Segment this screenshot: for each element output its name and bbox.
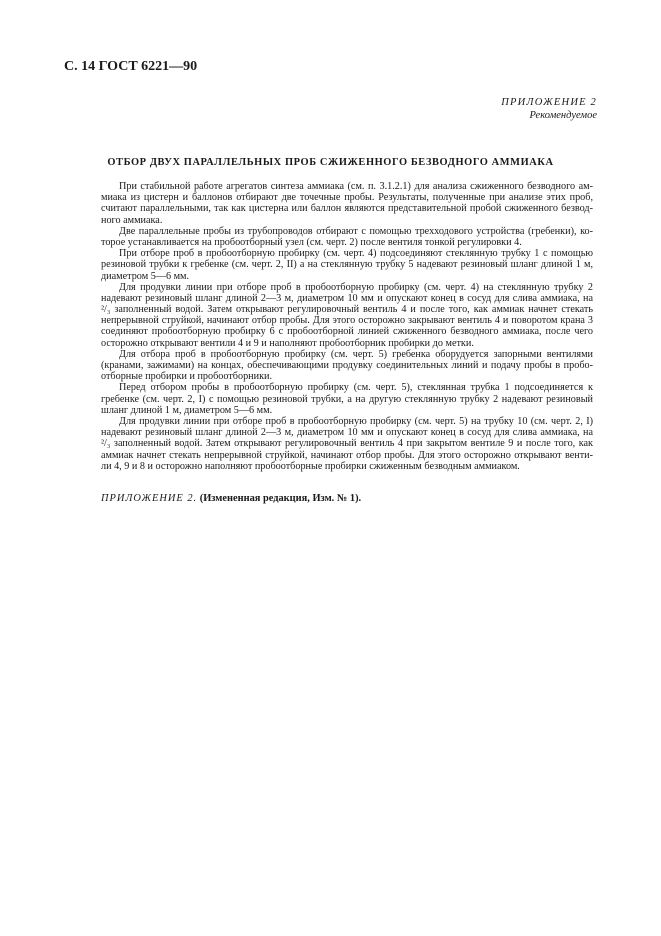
text-line: Для отбора проб в пробоотборную пробирку (см. черт. 5) гребенка оборудуется запорными вентилями [119,348,593,360]
appendix-label-block [501,96,597,122]
text-line: Для продувки линии при отборе проб в пробоотборную пробирку (см. черт. 5) на трубку 10 (см. черт. 2, I) [119,415,593,427]
text-line: соединяют пробоотборную пробирку 6 с пробоотборной линией сжиженного безводного аммиака, после чего [101,326,593,338]
text-line: ли 4, 9 и 8 и осторожно наполняют пробоотборные пробирки сжиженным безводным аммиаком. [101,460,520,472]
text-line: аммиак начнет стекать непрерывной струйкой, начинают отбор пробы. Для этого осторожно открывают венти- [101,449,593,461]
text-line: диаметром 5—6 мм. [101,270,190,282]
text-line: торое устанавливается на пробоотборный узел (см. черт. 2) после вентиля тонкой регулировки 4. [101,236,522,248]
text-line: надевают резиновый шланг длиной 2—3 м, диаметром 10 мм и опускают конец в сосуд для слива аммиака, на [101,292,593,304]
text-line: При отборе проб в пробоотборную пробирку (см. черт. 4) подсоединяют стеклянную трубку 1 с помощью [119,248,593,260]
section-title: ОТБОР ДВУХ ПАРАЛЛЕЛЬНЫХ ПРОБ СЖИЖЕННОГО БЕЗВОДНОГО АММИАКА [107,157,554,168]
text-line: ного аммиака. [101,214,163,226]
text-line: миака из цистерн и баллонов отбирают две точечные пробы. Результаты, полученные при анализе этих проб, [101,192,593,204]
text-line: гребенке (см. черт. 2, I) с помощью резиновой трубки, а на другую стеклянную трубку 2 надевают резиновый [101,393,593,405]
text-line: ²/₃ заполненный водой. Затем открывают регулировочный вентиль 4 и после того, как аммиак начнет стекать [101,304,593,316]
appendix-status: Рекомендуемое [529,110,597,121]
body-text [101,181,593,472]
text-line: Две параллельные пробы из трубопроводов отбирают с помощью трехходового устройства (гребенки), ко- [119,225,593,237]
text-line: отборные пробирки и пробоотборники. [101,371,273,383]
text-line: Перед отбором пробы в пробоотборную пробирку (см. черт. 5), стеклянная трубка 1 подсоединяется к [119,382,593,394]
text-line: шланг длиной 1 м, диаметром 5—6 мм. [101,404,273,416]
text-line: Для продувки линии при отборе проб в пробоотборную пробирку (см. черт. 4) на стеклянную трубку 2 [119,281,593,293]
text-line: ²/₃ заполненный водой. Затем открывают регулировочный вентиль 4 при закрытом вентиле 9 и после того, как [101,438,593,450]
text-line: резиновой трубки к гребенке (см. черт. 2, II) а на стеклянную трубку 5 надевают резиновый шланг длиной 1 м, [101,259,593,271]
text-line: считают параллельными, так как цистерна или баллон являются представительной пробой сжиженного безвод- [101,203,593,215]
amendment-text: (Измененная редакция, Изм. № 1). [199,493,362,504]
text-line: При стабильной работе агрегатов синтеза аммиака (см. п. 3.1.2.1) для анализа сжиженного безводного ам- [119,181,593,192]
text-line: (кранами, зажимами) на концах, обеспечивающими продувку соединительных линий и подачу пробы в пробо- [101,360,593,371]
text-line: осторожно открывают вентили 4 и 9 и наполняют пробоотборник пробирки до метки. [101,337,474,349]
page-header: С. 14 ГОСТ 6221—90 [64,59,198,74]
text-line: непрерывной струйкой, начинают отбор пробы. Для этого осторожно закрывают вентиль 4 и поворотом крана 3 [101,315,593,327]
amendment-label: ПРИЛОЖЕНИЕ 2. [101,493,198,504]
amendment-note [101,493,361,504]
appendix-label: ПРИЛОЖЕНИЕ 2 [501,97,597,108]
text-line: надевают резиновый шланг длиной 2—3 м, диаметром 10 мм и опускают конец в сосуд для слива аммиака, на [101,427,593,439]
